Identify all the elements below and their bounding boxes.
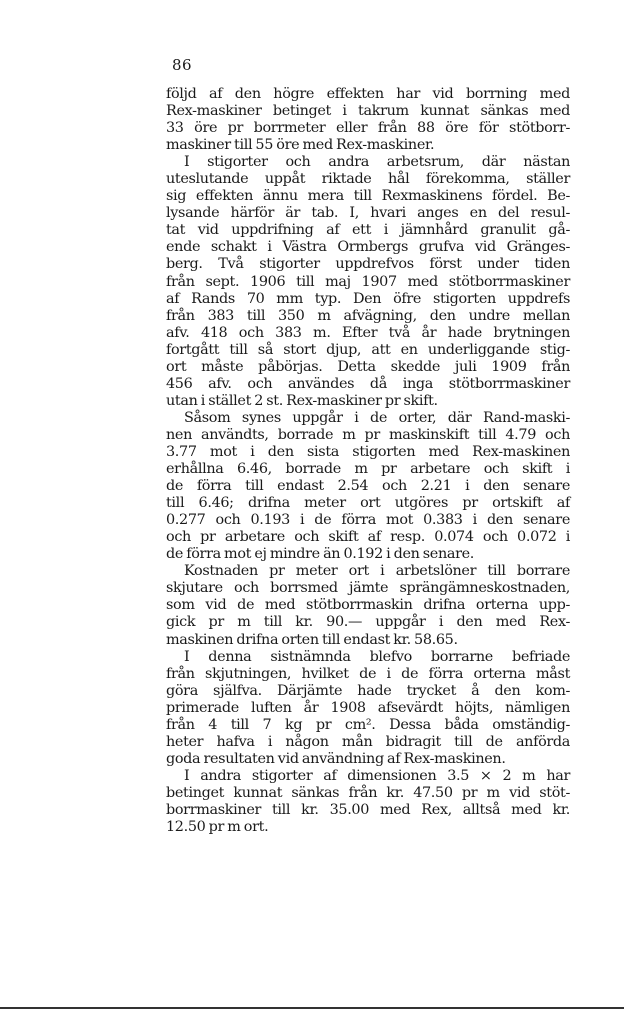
text-line: och pr arbetare och skift af resp. 0.074 och 0.072 i xyxy=(166,529,570,546)
page-bottom-edge xyxy=(0,1007,624,1009)
text-line: maskiner till 55 öre med Rex-maskiner. xyxy=(166,137,435,154)
text-line: I denna sistnämnda blefvo borrarne befriade xyxy=(184,648,570,665)
text-line: tat vid uppdrifning af ett i jämnhård granulit gå- xyxy=(166,222,570,239)
text-line: följd af den högre effekten har vid borrning med xyxy=(166,86,570,102)
text-line: som vid de med stötborrmaskin drifna orterna upp- xyxy=(166,597,570,614)
text-line: ort måste påbörjas. Detta skedde juli 1909 från xyxy=(166,358,570,375)
text-line: 12.50 pr m ort. xyxy=(166,819,269,836)
text-line: maskinen drifna orten till endast kr. 58.65. xyxy=(166,631,458,648)
body-text xyxy=(166,86,570,836)
text-line: till 6.46; drifna meter ort utgöres pr ortskift af xyxy=(166,495,570,512)
text-line: från 4 till 7 kg pr cm². Dessa båda omständig- xyxy=(166,716,570,733)
text-line: afv. 418 och 383 m. Efter två år hade brytningen xyxy=(166,324,570,341)
text-line: 456 afv. och användes då inga stötborrmaskiner xyxy=(166,375,570,392)
text-line: fortgått till så stort djup, att en underliggande stig- xyxy=(166,341,570,358)
text-line: 33 öre pr borrmeter eller från 88 öre för stötborr- xyxy=(166,120,570,137)
page-number: 86 xyxy=(172,56,193,74)
text-line: goda resultaten vid användning af Rex-maskinen. xyxy=(166,750,506,767)
text-line: göra själfva. Därjämte hade trycket å den kom- xyxy=(166,682,570,699)
text-line: erhållna 6.46, borrade m pr arbetare och skift i xyxy=(166,461,570,478)
text-line: uteslutande uppåt riktade hål förekomma, ställer xyxy=(166,171,570,188)
text-line: gick pr m till kr. 90.— uppgår i den med Rex- xyxy=(166,614,570,631)
text-line: berg. Två stigorter uppdrefvos först under tiden xyxy=(166,256,570,273)
text-line: från skjutningen, hvilket de i de förra orterna måst xyxy=(166,665,570,682)
text-line: från sept. 1906 till maj 1907 med stötborrmaskiner xyxy=(166,273,570,290)
text-line: sig effekten ännu mera till Rexmaskinens fördel. Be- xyxy=(166,188,570,205)
text-line: borrmaskiner till kr. 35.00 med Rex, alltså med kr. xyxy=(166,801,570,818)
text-line: heter hafva i någon mån bidragit till de anförda xyxy=(166,733,570,750)
text-line: af Rands 70 mm typ. Den öfre stigorten uppdrefs xyxy=(166,290,570,307)
text-line: ende schakt i Västra Ormbergs grufva vid Gränges- xyxy=(166,239,570,256)
text-line: 3.77 mot i den sista stigorten med Rex-maskinen xyxy=(166,443,570,460)
text-line: I andra stigorter af dimensionen 3.5 × 2 m har xyxy=(184,767,570,784)
text-line: Såsom synes uppgår i de orter, där Rand-maski- xyxy=(184,409,570,426)
text-line: Kostnaden pr meter ort i arbetslöner till borrare xyxy=(184,563,570,580)
text-line: skjutare och borrsmed jämte sprängämneskostnaden, xyxy=(166,580,570,597)
text-line: 0.277 och 0.193 i de förra mot 0.383 i den senare xyxy=(166,512,570,529)
text-line: från 383 till 350 m afvägning, den undre mellan xyxy=(166,307,570,324)
text-line: betinget kunnat sänkas från kr. 47.50 pr m vid stöt- xyxy=(166,784,570,801)
text-line: primerade luften år 1908 afsevärdt höjts, nämligen xyxy=(166,699,570,716)
text-line: Rex-maskiner betinget i takrum kunnat sänkas med xyxy=(166,103,570,120)
text-line: lysande härför är tab. I, hvari anges en del resul- xyxy=(166,205,570,222)
text-line: utan i stället 2 st. Rex-maskiner pr skift. xyxy=(166,392,438,409)
text-line: nen användts, borrade m pr maskinskift till 4.79 och xyxy=(166,426,570,443)
text-line: I stigorter och andra arbetsrum, där nästan xyxy=(184,154,570,171)
text-line: de förra mot ej mindre än 0.192 i den senare. xyxy=(166,546,475,563)
text-line: de förra till endast 2.54 och 2.21 i den senare xyxy=(166,478,570,495)
